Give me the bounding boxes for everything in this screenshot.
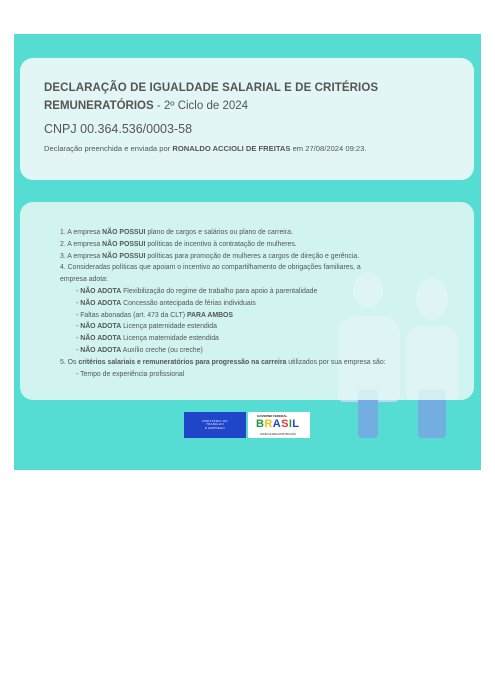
list-item: 5. Os critérios salariais e remuneratórios para progressão na carreira utilizados por sua empresa são: — [60, 358, 386, 366]
list-item: 3. A empresa NÃO POSSUI políticas para promoção de mulheres a cargos de direção e gerência. — [60, 252, 360, 260]
declarant-name: RONALDO ACCIOLI DE FREITAS — [172, 144, 291, 153]
declaration-title: DECLARAÇÃO DE IGUALDADE SALARIAL E DE CRITÉRIOS — [44, 82, 379, 94]
sub-list-item: - NÃO ADOTA Licença paternidade estendida — [76, 323, 217, 331]
list-item: 4. Consideradas políticas que apoiam o incentivo ao compartilhamento de obrigações familiares, a — [60, 264, 361, 272]
sub-list-item: - Faltas abonadas (art. 473 da CLT) PARA AMBOS — [76, 311, 234, 319]
sub-list-item: - NÃO ADOTA Flexibilização do regime de trabalho para apoio à parentalidade — [76, 287, 318, 295]
ministry-labor-logo: MINISTÉRIO DO TRABALHO E EMPREGO — [184, 412, 246, 438]
sub-list-item: - Tempo de experiência profissional — [76, 370, 185, 378]
list-item: 1. A empresa NÃO POSSUI plano de cargos e salários ou plano de carreira. — [60, 229, 293, 236]
list-item-continuation: empresa adota: — [60, 276, 108, 284]
declaration-subtitle — [44, 100, 248, 112]
subtitle-bold: REMUNERATÓRIOS — [44, 100, 154, 112]
header-card — [20, 58, 474, 180]
sub-list-item: - NÃO ADOTA Licença maternidade estendida — [76, 335, 219, 343]
sub-list-item: - NÃO ADOTA Auxílio creche (ou creche) — [76, 346, 203, 354]
sub-list-item: - NÃO ADOTA Concessão antecipada de férias individuais — [76, 299, 256, 307]
brasil-wordmark: BRASIL — [256, 418, 300, 430]
list-item: 2. A empresa NÃO POSSUI políticas de incentivo à contratação de mulheres. — [60, 240, 297, 248]
declared-prefix: Declaração preenchida e enviada por — [44, 144, 173, 153]
cnpj-text: CNPJ 00.364.536/0003-58 — [44, 122, 193, 136]
declared-date: em 27/08/2024 09:23. — [290, 144, 367, 153]
governo-federal-brasil-logo: GOVERNO FEDERAL BRASIL UNIÃO E RECONSTRUÇÃO — [248, 412, 310, 438]
declared-by-text — [44, 144, 366, 153]
subtitle-cycle: - 2º Ciclo de 2024 — [153, 100, 249, 112]
policies-list — [60, 227, 440, 380]
